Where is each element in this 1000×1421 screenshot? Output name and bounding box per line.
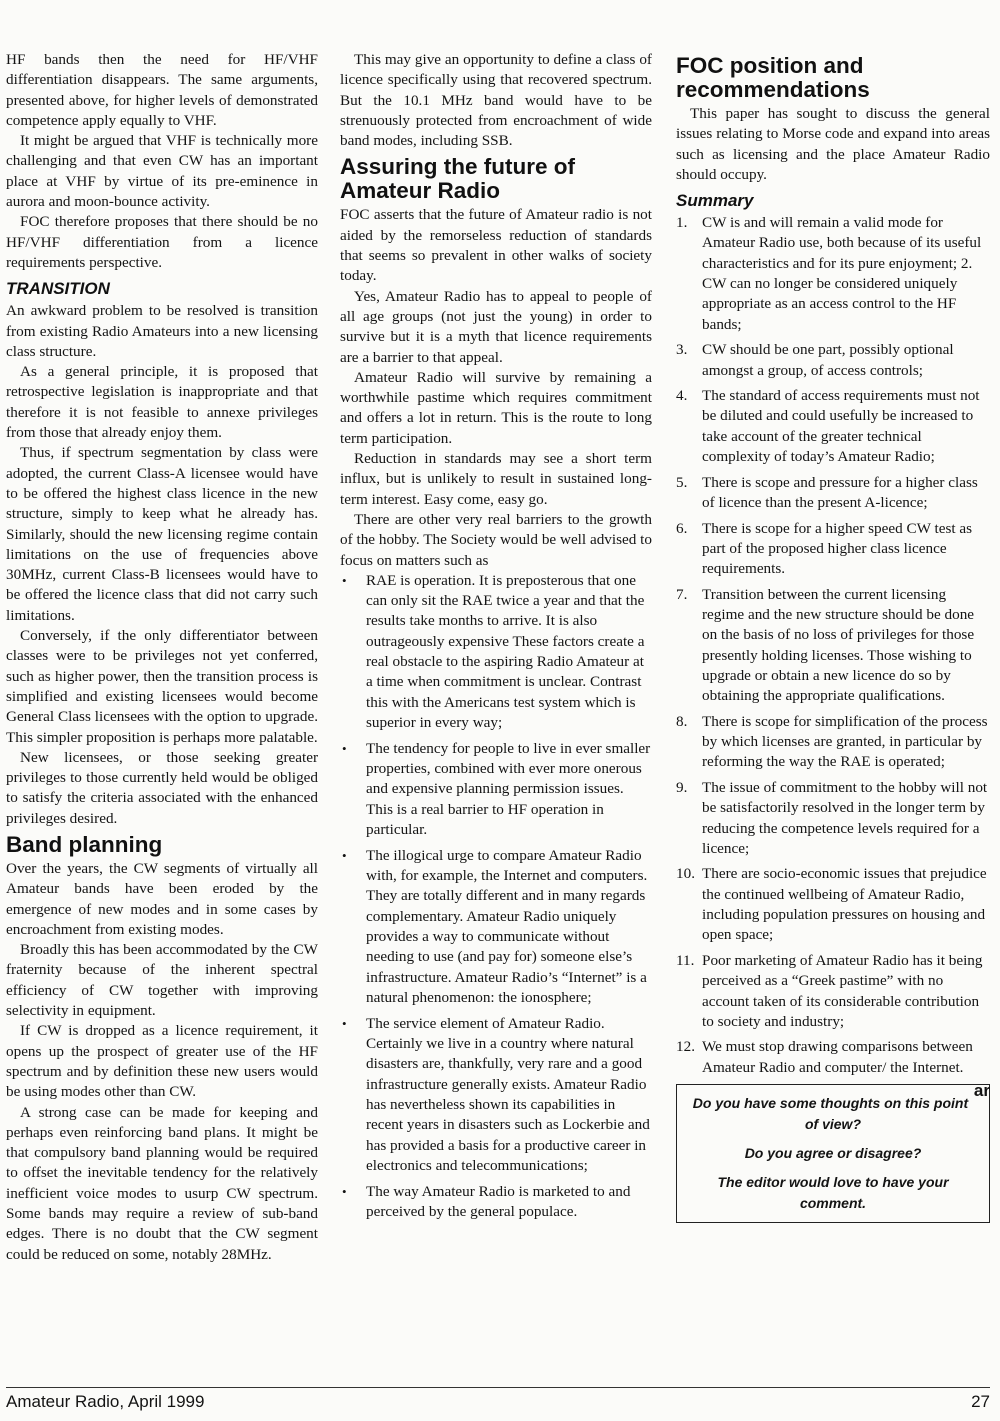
list-item [676,519,990,580]
item-number: 12. [676,1038,695,1056]
item-number: 1. [676,214,688,232]
column-1 [6,50,318,1265]
list-item [676,712,990,773]
item-number: 6. [676,519,688,537]
list-item-text: CW is and will remain a valid mode for Amateur Radio use, both because of its useful characteristics and for its pure enjoyment; 2. CW can no longer be considered uniquely appropriate as an access control to the HF bands; [702,214,982,333]
list-item-text: The way Amateur Radio is marketed to and perceived by the general populace. [366,1182,631,1221]
item-number: 5. [676,473,688,491]
paragraph: Thus, if spectrum segmentation by class were adopted, the current Class-A licensee would have to be offered the highest class licence in the new structure, simply to keep what he already has. Similarly, should the new licensing regime contain limitations on the use of frequencies above 30MHz, current Class-B licensees would have to be offered the licence class that did not carry such limitations. [6,444,318,624]
paragraph: Over the years, the CW segments of virtually all Amateur bands have been eroded by the emergence of new modes and in some cases by encroachment from existing modes. [6,859,318,938]
item-number: 9. [676,778,688,796]
callout-line: Do you have some thoughts on this point of view? [692,1095,969,1133]
list-item [676,473,990,514]
list-item-text: The illogical urge to compare Amateur Radio with, for example, the Internet and computers. They are totally different and in many regards complementary. Amateur Radio uniquely provides a way to communicate without needing to use (and pay for) someone else’s infrastructure. Amateur Radio’s “Internet” is a natural phenomenon: the ionosphere; [366,846,648,1006]
item-number: 11. [676,951,695,969]
column-3 [676,50,990,1223]
list-item [676,864,990,945]
list-item-text: There is scope for a higher speed CW test as part of the proposed higher class licence requirements. [702,519,973,578]
paragraph: As a general principle, it is proposed that retrospective legislation is inappropriate and that therefore it is not feasible to annexe privileges from those that already enjoy them. [6,363,318,442]
bullet-icon: • [342,572,347,588]
paragraph: Reduction in standards may see a short term influx, but is unlikely to result in sustained long-term interest. Easy come, easy go. [340,450,652,508]
paragraph: A strong case can be made for keeping and perhaps even reinforcing band plans. It might be that compulsory band planning would be required to offset the inevitable tendency for the relatively inefficient voice modes to usurp CW spectrum. Some bands may require a review of sub-band edges. There is no doubt that the CW segment could be reduced on some, notably 28MHz. [6,1103,318,1263]
bullet-icon: • [342,1015,347,1031]
paragraph: This may give an opportunity to define a class of licence specifically using that recovered spectrum. But the 10.1 MHz band would have to be strenuously protected from encroachment of wide band modes, including SSB. [340,51,652,150]
paragraph: If CW is dropped as a licence requirement, it opens up the prospect of greater use of the HF spectrum and by definition these new users would be using modes other than CW. [6,1022,318,1101]
item-number: 7. [676,585,688,603]
section-heading-band-planning: Band planning [6,831,163,857]
paragraph: An awkward problem to be resolved is transition from existing Radio Amateurs into a new licensing class structure. [6,302,318,360]
item-number: 8. [676,712,688,730]
end-mark: ar [973,1081,990,1101]
list-item [340,739,652,840]
section-heading-future: Assuring the future of Amateur Radio [340,154,575,204]
list-item-text: We must stop drawing comparisons between Amateur Radio and computer/ the Internet. [702,1038,973,1076]
callout-line: Do you agree or disagree? [744,1145,922,1162]
bullet-icon: • [342,847,347,863]
paragraph: FOC therefore proposes that there should be no HF/VHF differentiation from a licence requirements perspective. [6,213,318,271]
callout-line: The editor would love to have your comment. [717,1174,949,1212]
list-item-text: CW should be one part, possibly optional amongst a group, of access controls; [702,341,954,379]
list-item-text: The standard of access requirements must not be diluted and could usefully be increased to take account of the greater technical complexity of today’s Amateur Radio; [702,387,980,466]
list-item-text: Transition between the current licensing regime and the new structure should be done on the basis of no loss of privileges for those presently holding licenses. Those wishing to upgrade or obtain a new licence do so by obtaining the appropriate qualifications. [702,585,975,705]
list-item [340,1014,652,1176]
footer-publication: Amateur Radio, April 1999 [6,1392,205,1411]
bullet-icon: • [342,740,347,756]
list-item [676,778,990,859]
list-item [676,585,990,707]
paragraph: New licensees, or those seeking greater privileges to those currently held would be obliged to satisfy the criteria associated with the enhanced privileges desired. [6,748,318,827]
item-number: 3. [676,341,688,359]
paragraph: HF bands then the need for HF/VHF differentiation disappears. The same arguments, presented above, for higher levels of demonstrated competence apply equally to VHF. [6,51,318,129]
section-heading-foc-position: FOC position and recommendations [676,53,870,102]
paragraph: There are other very real barriers to the growth of the hobby. The Society would be well advised to focus on matters such as [340,510,652,569]
bullet-icon: • [342,1183,347,1199]
list-item-text: There is scope and pressure for a higher class of licence than the present A-licence; [702,473,978,511]
list-item-text: There are socio-economic issues that prejudice the continued wellbeing of Amateur Radio, including population pressures on housing and open space; [702,865,987,944]
list-item [676,213,990,335]
list-item-text: RAE is operation. It is preposterous that one can only sit the RAE twice a year and that the results take months to arrive. It is also outrageously expensive These factors create a real obstacle to the aspiring Radio Amateur at a time when commitment is unclear. Contrast this with the Americans test system which is superior in every way; [366,571,645,731]
paragraph: Yes, Amateur Radio has to appeal to people of all age groups (not just the young) in order to survive but it is a myth that licence requirements are a barrier to that appeal. [340,287,652,366]
footer-divider [6,1387,990,1388]
barrier-list [340,571,652,1223]
item-number: 4. [676,387,688,405]
paragraph: Broadly this has been accommodated by the CW fraternity because of the inherent spectral efficiency of CW together with improving selectivity in equipment. [6,941,318,1020]
list-item-text: There is scope for simplification of the process by which licenses are granted, in particular by reforming the way the RAE is operated; [702,712,988,771]
list-item [340,571,652,733]
paragraph: FOC asserts that the future of Amateur radio is not aided by the remorseless reduction of standards that seems so prevalent in other walks of society today. [340,206,652,285]
list-item [676,951,990,1032]
paragraph: This paper has sought to discuss the general issues relating to Morse code and expand into areas such as licensing and the place Amateur Radio should occupy. [676,105,990,183]
list-item-text: The service element of Amateur Radio. Certainly we live in a country where natural disasters are, thankfully, very rare and a good infrastructure generally exists. Amateur Radio has nevertheless shown its capabilities in recent years in disasters such as Lockerbie and has provided a basis for a productive career in electronics and telecommunications; [366,1014,650,1174]
item-number: 10. [676,865,695,883]
footer-page-number: 27 [971,1392,990,1411]
paragraph: Conversely, if the only differentiator between classes were to be privileges not yet conferred, such as higher power, then the transition process is simplified and existing licensees would become General Class licensees with the option to upgrade. This simpler proposition is perhaps more palatable. [6,627,318,746]
list-item-text: The tendency for people to live in ever smaller properties, combined with ever more onerous and expensive planning permission issues. This is a real barrier to HF operation in particular. [366,739,651,838]
summary-list [676,213,990,1101]
paragraph: Amateur Radio will survive by remaining a worthwhile pastime which requires commitment and offers a lot in return. This is the route to long term participation. [340,368,652,447]
list-item [676,1037,990,1078]
list-item [676,340,990,381]
column-2 [340,50,652,1228]
list-item-text: Poor marketing of Amateur Radio has it being perceived as a “Greek pastime” with no account taken of its considerable contribution to society and industry; [702,951,983,1030]
section-heading-transition: TRANSITION [6,279,110,299]
list-item [340,846,652,1008]
list-item-text: The issue of commitment to the hobby will not be satisfactorily resolved in the longer term by reducing the competence levels required for a licence; [702,778,988,857]
editor-callout-box [676,1084,990,1223]
list-item [340,1182,652,1223]
list-item [676,386,990,467]
summary-heading: Summary [676,191,754,211]
paragraph: It might be argued that VHF is technically more challenging and that even CW has an important place at VHF by virtue of its pre-eminence in aurora and moon-bounce activity. [6,132,318,211]
